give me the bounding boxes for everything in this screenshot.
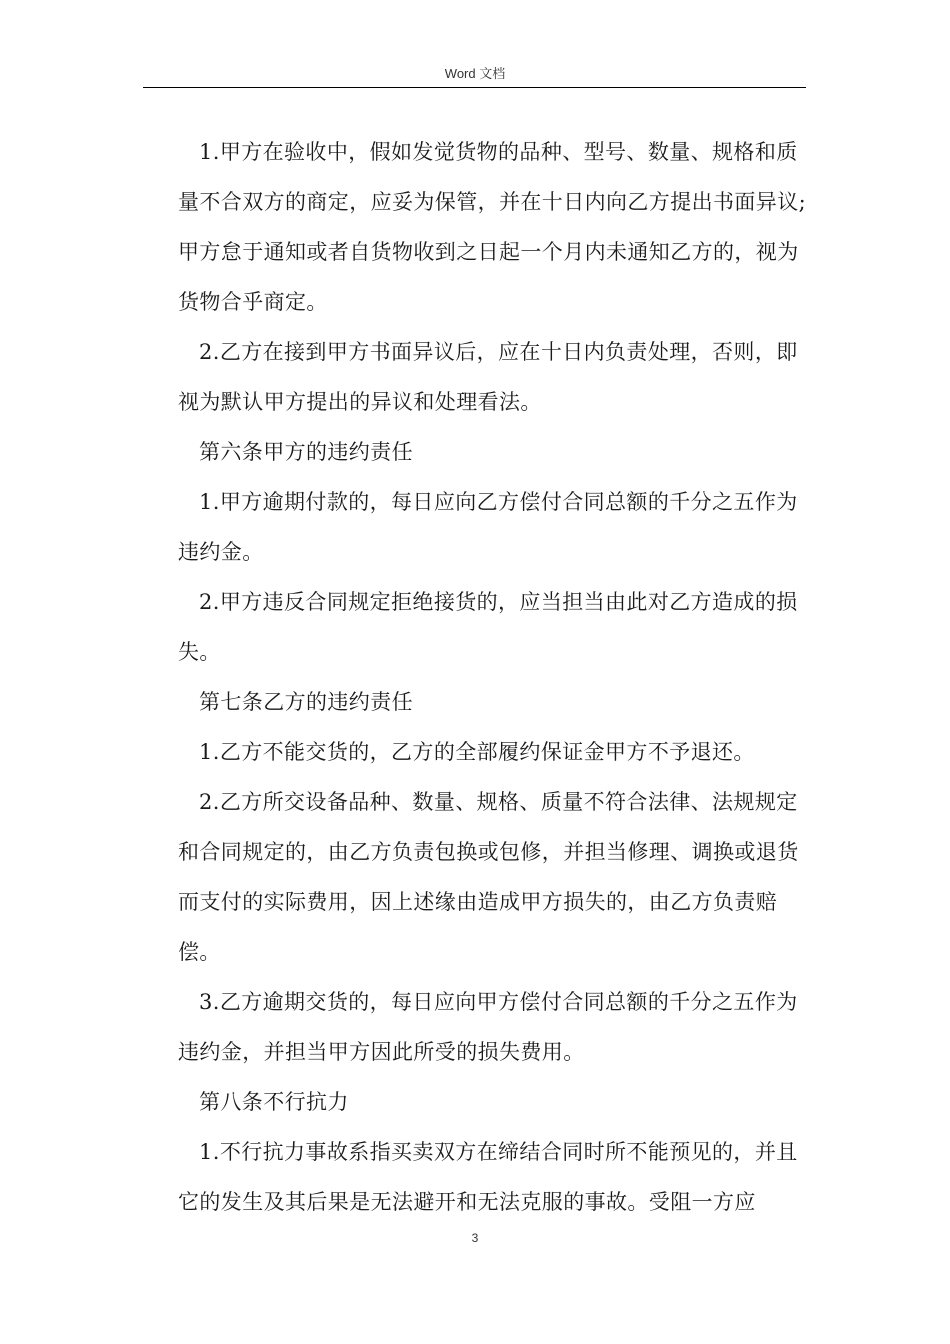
section-heading: 第七条乙方的违约责任 <box>199 690 413 714</box>
paragraph: 2.甲方违反合同规定拒绝接货的，应当担当由此对乙方造成的损失。 <box>178 590 798 664</box>
paragraph: 1.不行抗力事故系指买卖双方在缔结合同时所不能预见的，并且它的发生及其后果是无法避开和无法克服的事故。受阻一方应 <box>178 1140 798 1214</box>
paragraph: 1.乙方不能交货的，乙方的全部履约保证金甲方不予退还。 <box>199 740 755 764</box>
paragraph: 1.甲方逾期付款的，每日应向乙方偿付合同总额的千分之五作为违约金。 <box>178 490 798 564</box>
header-divider <box>143 87 806 88</box>
page-number: 3 <box>471 1231 479 1245</box>
paragraph: 3.乙方逾期交货的，每日应向甲方偿付合同总额的千分之五作为违约金，并担当甲方因此所受的损失费用。 <box>178 990 798 1064</box>
paragraph: 2.乙方所交设备品种、数量、规格、质量不符合法律、法规规定和合同规定的，由乙方负责包换或包修，并担当修理、调换或退货而支付的实际费用，因上述缘由造成甲方损失的，由乙方负责赔偿。 <box>178 790 799 964</box>
paragraph: 1.甲方在验收中，假如发觉货物的品种、型号、数量、规格和质量不合双方的商定，应妥为保管，并在十日内向乙方提出书面异议;甲方怠于通知或者自货物收到之日起一个月内未通知乙方的，视为货物合乎商定。 <box>178 140 807 314</box>
paragraph: 2.乙方在接到甲方书面异议后，应在十日内负责处理，否则，即视为默认甲方提出的异议和处理看法。 <box>178 340 798 414</box>
page-header: Word 文档 <box>444 66 506 81</box>
section-heading: 第六条甲方的违约责任 <box>199 440 413 464</box>
document-body <box>178 127 808 1227</box>
section-heading: 第八条不行抗力 <box>199 1090 349 1114</box>
